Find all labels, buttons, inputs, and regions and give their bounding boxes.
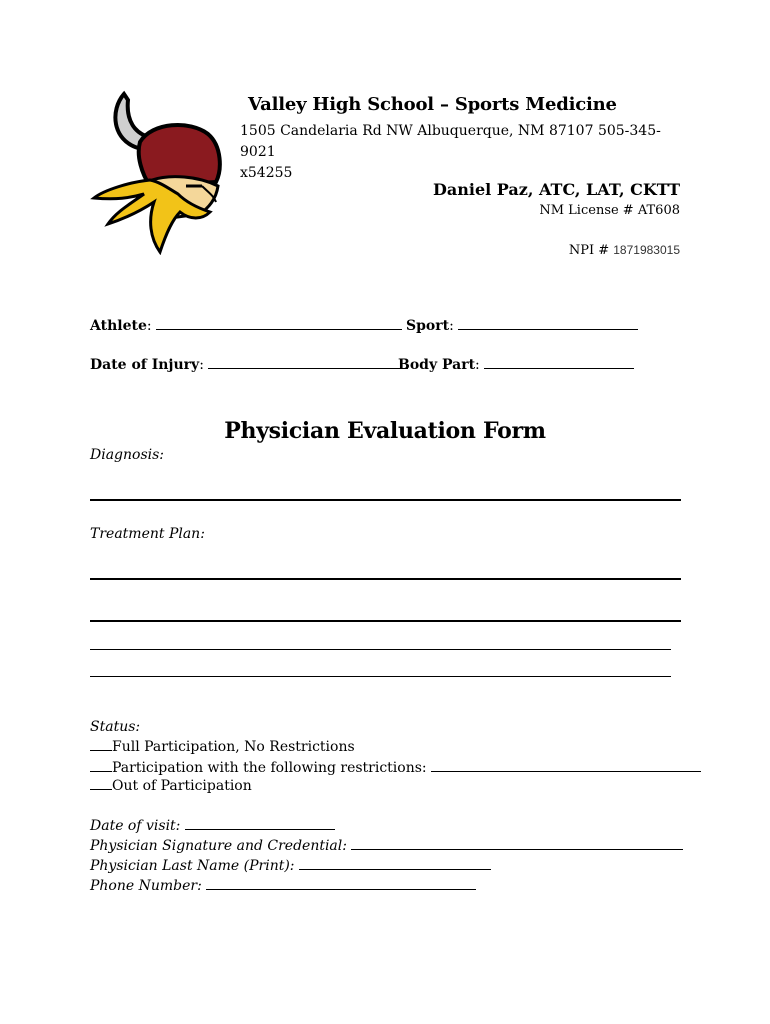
athlete-field[interactable]: Athlete: — [90, 316, 402, 334]
treatment-line-3[interactable] — [90, 649, 671, 650]
phone-number-field[interactable]: Phone Number: — [90, 876, 476, 894]
treatment-line-1[interactable] — [90, 578, 681, 580]
date-of-injury-field[interactable]: Date of Injury: — [90, 355, 408, 373]
diagnosis-line[interactable] — [90, 499, 681, 501]
form-title: Physician Evaluation Form — [224, 418, 546, 444]
viking-logo — [90, 90, 228, 255]
body-part-field[interactable]: Body Part: — [398, 355, 634, 373]
status-label: Status: — [90, 719, 141, 735]
license-number: NM License # AT608 — [539, 203, 680, 218]
status-option-restricted[interactable]: Participation with the following restrictions: — [90, 758, 701, 776]
status-option-full[interactable]: Full Participation, No Restrictions — [90, 738, 355, 755]
provider-name: Daniel Paz, ATC, LAT, CKTT — [433, 180, 680, 199]
date-of-visit-field[interactable]: Date of visit: — [90, 816, 335, 834]
school-title: Valley High School – Sports Medicine — [248, 94, 617, 115]
treatment-line-2[interactable] — [90, 620, 681, 622]
physician-last-name-field[interactable]: Physician Last Name (Print): — [90, 856, 491, 874]
physician-signature-field[interactable]: Physician Signature and Credential: — [90, 836, 683, 854]
school-address: 1505 Candelaria Rd NW Albuquerque, NM 87107 505-345-9021 x54255 — [240, 123, 661, 181]
treatment-plan-label: Treatment Plan: — [90, 526, 205, 542]
sport-field[interactable]: Sport: — [406, 316, 638, 334]
status-option-out[interactable]: Out of Participation — [90, 777, 252, 794]
npi-number: NPI # 1871983015 — [568, 243, 680, 258]
treatment-line-4[interactable] — [90, 676, 671, 677]
diagnosis-label: Diagnosis: — [90, 447, 165, 463]
